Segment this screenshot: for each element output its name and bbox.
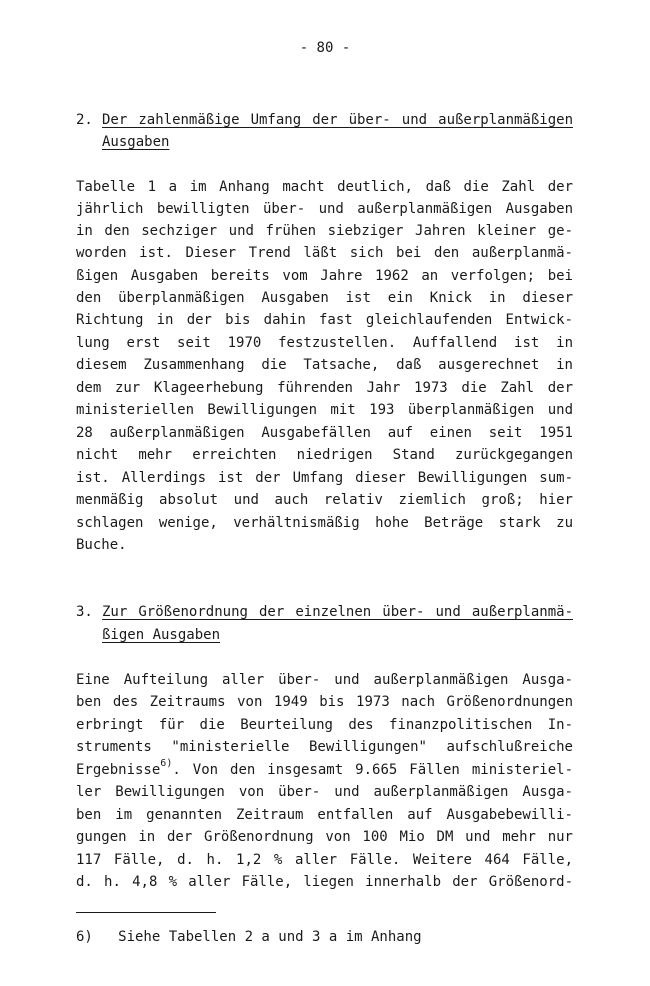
section-2-number: 2. (76, 112, 93, 128)
footnote-divider (76, 912, 216, 913)
paragraph-line: menmäßig absolut und auch relativ ziemlich groß; hier (76, 492, 573, 508)
paragraph-line: den überplanmäßigen Ausgaben ist ein Knick in dieser (76, 290, 573, 306)
paragraph-line: Buche. (76, 537, 127, 553)
paragraph-line: 117 Fälle, d. h. 1,2 % aller Fälle. Weitere 464 Fälle, (76, 852, 573, 868)
paragraph-line: d. h. 4,8 % aller Fälle, liegen innerhalb der Größenord- (76, 874, 573, 890)
paragraph-line: in den sechziger und frühen siebziger Jahren kleiner ge- (76, 223, 573, 239)
paragraph-line-with-footnote (76, 759, 573, 781)
paragraph-line: ßigen Ausgaben bereits vom Jahre 1962 an verfolgen; bei (76, 268, 573, 284)
paragraph-line: ben des Zeitraums von 1949 bis 1973 nach Größenordnungen (76, 694, 573, 710)
paragraph-line: schlagen wenige, verhältnismäßig hohe Beträge stark zu (76, 515, 573, 531)
paragraph-line: Richtung in der bis dahin fast gleichlaufenden Entwick- (76, 312, 573, 328)
paragraph-line: gungen in der Größenordnung von 100 Mio DM und mehr nur (76, 829, 573, 845)
section-2-heading-line-1: Der zahlenmäßige Umfang der über- und außerplanmäßigen (102, 112, 573, 128)
section-3-heading-line-2: ßigen Ausgaben (102, 627, 221, 643)
paragraph-text: . Von den insgesamt 9.665 Fällen ministeriel- (172, 762, 573, 778)
section-2-heading-line-2: Ausgaben (102, 134, 170, 150)
paragraph-line: worden ist. Dieser Trend läßt sich bei den außerplanmä- (76, 245, 573, 261)
paragraph-line: 28 außerplanmäßigen Ausgabefällen auf einen seit 1951 (76, 425, 573, 441)
paragraph-line: erbringt für die Beurteilung des finanzpolitischen In- (76, 717, 573, 733)
page-number: - 80 - (299, 40, 351, 56)
paragraph-line: ministeriellen Bewilligungen mit 193 überplanmäßigen und (76, 402, 573, 418)
footnote: 6) Siehe Tabellen 2 a und 3 a im Anhang (76, 929, 422, 945)
paragraph-line: ler Bewilligungen von über- und außerplanmäßigen Ausga- (76, 784, 573, 800)
paragraph-line: jährlich bewilligten über- und außerplanmäßigen Ausgaben (76, 201, 573, 217)
paragraph-line: nicht mehr erreichten niedrigen Stand zurückgegangen (76, 447, 573, 463)
paragraph-line: Eine Aufteilung aller über- und außerplanmäßigen Ausga- (76, 672, 573, 688)
paragraph-line: Tabelle 1 a im Anhang macht deutlich, daß die Zahl der (76, 179, 573, 195)
footnote-ref: 6) (160, 758, 173, 770)
section-3-heading-line-1: Zur Größenordnung der einzelnen über- und außerplanmä- (102, 604, 573, 620)
paragraph-line: ben im genannten Zeitraum entfallen auf Ausgabebewilli- (76, 807, 573, 823)
paragraph-line: ist. Allerdings ist der Umfang dieser Bewilligungen sum- (76, 470, 573, 486)
paragraph-line: dem zur Klageerhebung führenden Jahr 1973 die Zahl der (76, 380, 573, 396)
paragraph-text: Ergebnisse (76, 762, 161, 778)
paragraph-line: diesem Zusammenhang die Tatsache, daß ausgerechnet in (76, 357, 573, 373)
paragraph-line: struments "ministerielle Bewilligungen" aufschlußreiche (76, 739, 573, 755)
section-3-number: 3. (76, 604, 93, 620)
paragraph-line: lung erst seit 1970 festzustellen. Auffallend ist in (76, 335, 573, 351)
